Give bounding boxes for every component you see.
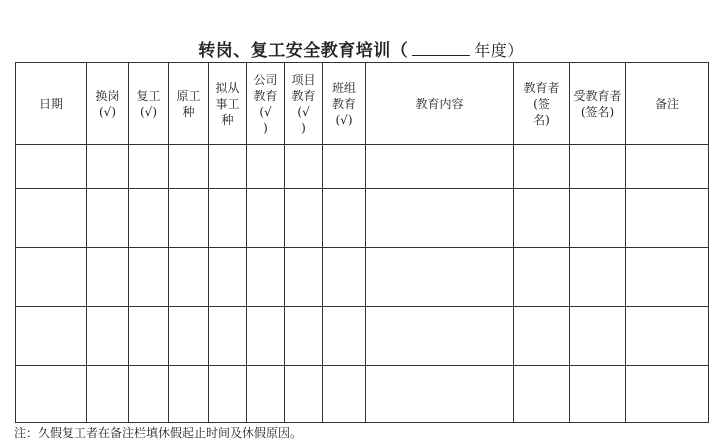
table-cell[interactable]	[285, 248, 323, 307]
table-cell[interactable]	[87, 307, 129, 366]
table-cell[interactable]	[285, 366, 323, 423]
table-cell[interactable]	[626, 189, 709, 248]
header-educator-signature: 教育者 (签 名)	[514, 63, 570, 145]
table-cell[interactable]	[247, 307, 285, 366]
header-trainee-signature: 受教育者 (签名)	[570, 63, 626, 145]
table-cell[interactable]	[323, 307, 366, 366]
table-cell[interactable]	[129, 307, 169, 366]
table-row	[16, 189, 709, 248]
header-team-education: 班组 教育 (√)	[323, 63, 366, 145]
table-cell[interactable]	[247, 145, 285, 189]
header-education-content: 教育内容	[366, 63, 514, 145]
table-cell[interactable]	[514, 145, 570, 189]
form-title-year: 年度）	[474, 41, 524, 60]
table-cell[interactable]	[129, 248, 169, 307]
table-cell[interactable]	[514, 307, 570, 366]
table-cell[interactable]	[323, 189, 366, 248]
table-cell[interactable]	[626, 307, 709, 366]
table-cell[interactable]	[247, 248, 285, 307]
table-cell[interactable]	[514, 248, 570, 307]
table-cell[interactable]	[285, 189, 323, 248]
footnote: 注：久假复工者在备注栏填休假起止时间及休假原因。	[14, 426, 303, 440]
header-company-education: 公司 教育 (√ )	[247, 63, 285, 145]
table-cell[interactable]	[16, 248, 87, 307]
table-cell[interactable]	[570, 248, 626, 307]
table-cell[interactable]	[169, 248, 209, 307]
table-cell[interactable]	[323, 248, 366, 307]
header-job-change: 换岗 (√)	[87, 63, 129, 145]
header-project-education: 项目 教育 (√ )	[285, 63, 323, 145]
table-cell[interactable]	[570, 145, 626, 189]
header-row	[16, 63, 709, 145]
table-cell[interactable]	[169, 307, 209, 366]
table-row	[16, 307, 709, 366]
header-date: 日期	[16, 63, 87, 145]
table-cell[interactable]	[16, 189, 87, 248]
table-cell[interactable]	[247, 366, 285, 423]
table-cell[interactable]	[366, 307, 514, 366]
table-cell[interactable]	[16, 307, 87, 366]
form-title	[0, 36, 722, 61]
header-remarks: 备注	[626, 63, 709, 145]
table-cell[interactable]	[366, 145, 514, 189]
table-cell[interactable]	[209, 307, 247, 366]
table-cell[interactable]	[514, 189, 570, 248]
table-cell[interactable]	[169, 189, 209, 248]
table-cell[interactable]	[129, 145, 169, 189]
table-cell[interactable]	[514, 366, 570, 423]
table-cell[interactable]	[570, 366, 626, 423]
table-row	[16, 145, 709, 189]
table-row	[16, 248, 709, 307]
table-cell[interactable]	[323, 145, 366, 189]
table-cell[interactable]	[209, 248, 247, 307]
table-cell[interactable]	[16, 145, 87, 189]
table-cell[interactable]	[87, 248, 129, 307]
table-cell[interactable]	[570, 189, 626, 248]
year-blank	[412, 41, 470, 56]
table-cell[interactable]	[626, 145, 709, 189]
table-cell[interactable]	[209, 366, 247, 423]
table-cell[interactable]	[209, 189, 247, 248]
table-cell[interactable]	[366, 189, 514, 248]
table-cell[interactable]	[570, 307, 626, 366]
header-original-trade: 原工 种	[169, 63, 209, 145]
table-cell[interactable]	[16, 366, 87, 423]
table-cell[interactable]	[285, 307, 323, 366]
table-cell[interactable]	[169, 366, 209, 423]
header-return-to-work: 复工 (√)	[129, 63, 169, 145]
table-cell[interactable]	[129, 189, 169, 248]
table-cell[interactable]	[626, 248, 709, 307]
table-cell[interactable]	[169, 145, 209, 189]
table-cell[interactable]	[87, 189, 129, 248]
table-cell[interactable]	[323, 366, 366, 423]
table-cell[interactable]	[366, 366, 514, 423]
table-cell[interactable]	[129, 366, 169, 423]
table-cell[interactable]	[366, 248, 514, 307]
training-record-table	[15, 62, 709, 423]
form-title-text: 转岗、复工安全教育培训（	[198, 41, 409, 61]
header-intended-trade: 拟从 事工 种	[209, 63, 247, 145]
table-cell[interactable]	[626, 366, 709, 423]
table-cell[interactable]	[285, 145, 323, 189]
table-cell[interactable]	[247, 189, 285, 248]
table-cell[interactable]	[87, 145, 129, 189]
table-cell[interactable]	[209, 145, 247, 189]
table-cell[interactable]	[87, 366, 129, 423]
table-row	[16, 366, 709, 423]
